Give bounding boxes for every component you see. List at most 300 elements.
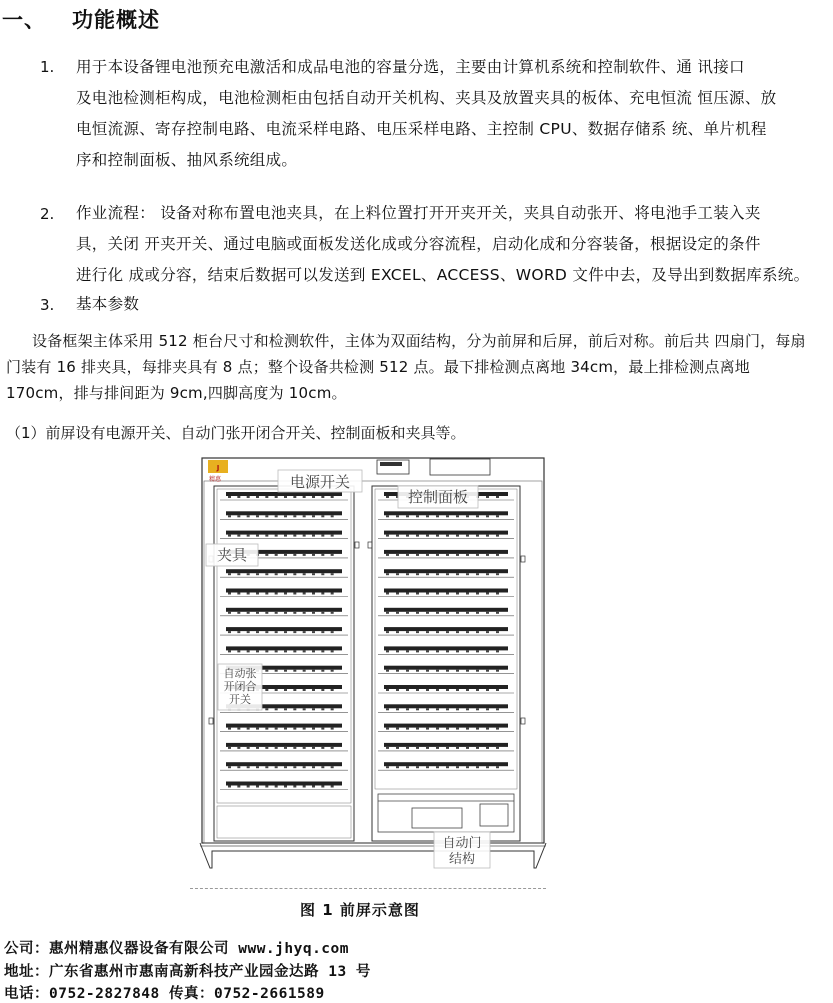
fixture-clip [247,573,250,575]
item-1-line: 及电池检测柜构成，电池检测柜由包括自动开关机构、夹具及放置夹具的板体、充电恒流 恒压源、放 [76,89,777,107]
fixture-clip [284,535,287,537]
item-number: 3. [40,296,55,314]
callout-auto-switch-label: 开闭合 [223,680,257,693]
fixture-clip [284,515,287,517]
fixture-clip [426,766,429,768]
fixture-clip [293,593,296,595]
fixture-clip [406,650,409,652]
callout-auto-switch-label: 自动张 [223,667,257,680]
fixture-clip [312,747,315,749]
fixture-clip [396,631,399,633]
fixture-clip [406,728,409,730]
fixture-clip [284,650,287,652]
fixture-clip [466,689,469,691]
callout-auto-switch [218,664,262,710]
fixture-clip [476,535,479,537]
callout-control-panel-label: 控制面板 [407,488,469,506]
fixture-clip [331,573,334,575]
section-heading [2,4,160,34]
fixture-clip [275,728,278,730]
fixture-clip [256,631,259,633]
footer-address: 地址：广东省惠州市惠南高新科技产业园金达路 13 号 [4,964,371,980]
logo-mark: J [216,464,220,472]
item-2-line: 具，关闭 开夹开关、通过电脑或面板发送化成或分容流程，启动化成和分容装备，根据设定的条件 [76,235,761,253]
front-screen-note: （1）前屏设有电源开关、自动门张开闭合开关、控制面板和夹具等。 [6,424,466,442]
fixture-clip [275,612,278,614]
fixture-clip [486,708,489,710]
fixture-clip [247,786,250,788]
fixture-clip [312,766,315,768]
fixture-clip [275,631,278,633]
footer-company: 公司：惠州精惠仪器设备有限公司 www.jhyq.com [4,941,349,957]
fixture-clip [275,786,278,788]
callout-auto-switch-label: 开关 [229,693,251,706]
fixture-clip [284,573,287,575]
fixture-clip [496,573,499,575]
fixture-clip [303,689,306,691]
fixture-clip [386,631,389,633]
callout-fixture [206,544,258,566]
fixture-clip [303,631,306,633]
fixture-clip [476,670,479,672]
fixture-clip [331,631,334,633]
fixture-clip [486,496,489,498]
fixture-clip [331,515,334,517]
fixture-clip [275,496,278,498]
fixture-clip [312,631,315,633]
fixture-clip [293,786,296,788]
fixture-clip [303,535,306,537]
fixture-clip [321,612,324,614]
fixture-row [226,743,342,747]
fixture-clip [265,670,268,672]
fixture-clip [446,766,449,768]
fixture-clip [331,747,334,749]
fixture-clip [312,728,315,730]
fixture-clip [396,650,399,652]
fixture-clip [265,573,268,575]
fixture-clip [496,496,499,498]
fixture-clip [396,670,399,672]
fixture-clip [396,515,399,517]
fixture-clip [426,689,429,691]
fixture-clip [312,535,315,537]
fixture-clip [446,670,449,672]
fixture-row [384,743,508,747]
fixture-clip [466,593,469,595]
fixture-clip [247,766,250,768]
fixture-clip [321,515,324,517]
fixture-row [384,511,508,515]
fixture-clip [386,650,389,652]
fixture-clip [476,708,479,710]
fixture-clip [275,593,278,595]
fixture-clip [331,786,334,788]
fixture-clip [396,573,399,575]
fixture-clip [247,612,250,614]
fixture-clip [303,670,306,672]
fixture-clip [416,708,419,710]
item-1-text [76,52,826,176]
fixture-clip [284,766,287,768]
fixture-clip [312,689,315,691]
fixture-clip [396,612,399,614]
fixture-clip [426,535,429,537]
fixture-clip [284,612,287,614]
fixture-clip [247,631,250,633]
fixture-clip [237,515,240,517]
fixture-clip [228,515,231,517]
fixture-clip [456,708,459,710]
fixture-clip [265,535,268,537]
fixture-clip [406,631,409,633]
fixture-clip [466,747,469,749]
fixture-clip [496,766,499,768]
section-title: 功能概述 [72,8,160,32]
fixture-row [226,608,342,612]
fixture-clip [331,612,334,614]
fixture-clip [237,786,240,788]
fixture-clip [406,535,409,537]
fixture-clip [247,650,250,652]
fixture-clip [265,650,268,652]
fixture-clip [293,689,296,691]
fixture-clip [416,728,419,730]
fixture-clip [275,573,278,575]
fixture-clip [486,728,489,730]
fixture-clip [406,670,409,672]
fixture-clip [486,554,489,556]
fixture-clip [256,728,259,730]
fixture-clip [275,670,278,672]
fixture-clip [446,515,449,517]
fixture-clip [321,786,324,788]
fixture-clip [303,650,306,652]
fixture-clip [293,747,296,749]
fixture-row [384,569,508,573]
fixture-clip [303,612,306,614]
fixture-clip [386,554,389,556]
fixture-clip [426,593,429,595]
fixture-row [384,704,508,708]
fixture-clip [386,766,389,768]
fixture-clip [321,689,324,691]
cabinet-drawing [190,456,556,888]
fixture-clip [321,554,324,556]
fixture-clip [293,670,296,672]
fixture-clip [456,515,459,517]
fixture-clip [275,650,278,652]
fixture-clip [446,535,449,537]
fixture-clip [436,689,439,691]
fixture-clip [265,612,268,614]
fixture-clip [284,786,287,788]
item-2-line: 作业流程： 设备对称布置电池夹具，在上料位置打开开夹开关，夹具自动张开、将电池手工装入夹 [76,204,761,222]
fixture-clip [416,766,419,768]
fixture-clip [476,650,479,652]
callout-auto-door [434,832,490,868]
fixture-clip [476,593,479,595]
fixture-clip [331,766,334,768]
fixture-clip [476,573,479,575]
fixture-clip [293,728,296,730]
fixture-clip [436,612,439,614]
fixture-clip [265,631,268,633]
fixture-clip [436,747,439,749]
fixture-clip [406,593,409,595]
fixture-clip [476,612,479,614]
fixture-clip [456,612,459,614]
logo-text: 精惠 [209,476,222,483]
fixture-clip [496,515,499,517]
fixture-clip [466,612,469,614]
fixture-row [226,492,342,496]
fixture-clip [293,650,296,652]
fixture-row [384,608,508,612]
fixture-clip [265,515,268,517]
fixture-clip [426,573,429,575]
fixture-row [384,762,508,766]
fixture-clip [416,535,419,537]
fixture-clip [406,766,409,768]
fixture-clip [426,670,429,672]
fixture-clip [312,554,315,556]
fixture-clip [416,593,419,595]
fixture-clip [256,786,259,788]
fixture-clip [247,593,250,595]
fixture-clip [406,515,409,517]
fixture-clip [275,515,278,517]
item-1-line: 序和控制面板、抽风系统组成。 [76,151,298,169]
fixture-clip [416,747,419,749]
fixture-clip [237,766,240,768]
fixture-clip [265,728,268,730]
fixture-clip [486,631,489,633]
item-1-line: 用于本设备锂电池预充电激活和成品电池的容量分选，主要由计算机系统和控制软件、通 讯接口 [76,58,745,76]
fixture-clip [237,496,240,498]
fixture-clip [496,612,499,614]
fixture-clip [426,747,429,749]
callout-auto-door-label: 自动门 [442,836,482,851]
fixture-clip [436,573,439,575]
fixture-clip [312,650,315,652]
fixture-clip [331,689,334,691]
fixture-row [226,589,342,593]
fixture-clip [396,689,399,691]
fixture-clip [303,554,306,556]
fixture-clip [247,496,250,498]
fixture-clip [466,631,469,633]
fixture-clip [416,650,419,652]
front-screen-figure [190,456,556,888]
fixture-clip [293,515,296,517]
fixture-clip [265,786,268,788]
fixture-clip [416,554,419,556]
fixture-clip [228,573,231,575]
fixture-clip [284,496,287,498]
fixture-clip [396,554,399,556]
fixture-clip [386,535,389,537]
fixture-clip [436,515,439,517]
fixture-clip [321,766,324,768]
fixture-clip [386,670,389,672]
fixture-clip [275,708,278,710]
fixture-clip [275,766,278,768]
fixture-row [226,646,342,650]
fixture-clip [446,708,449,710]
fixture-clip [228,593,231,595]
fixture-clip [303,786,306,788]
fixture-row [384,666,508,670]
fixture-row [384,589,508,593]
fixture-clip [496,535,499,537]
fixture-clip [265,747,268,749]
fixture-clip [265,708,268,710]
callout-control-panel [398,486,478,508]
fixture-clip [331,708,334,710]
fixture-clip [321,573,324,575]
fixture-clip [456,728,459,730]
fixture-clip [496,650,499,652]
fixture-row [226,724,342,728]
fixture-clip [331,728,334,730]
fixture-clip [476,515,479,517]
fixture-clip [312,708,315,710]
fixture-clip [386,747,389,749]
fixture-clip [265,496,268,498]
fixture-clip [456,670,459,672]
fixture-clip [275,747,278,749]
fixture-clip [228,728,231,730]
fixture-clip [321,593,324,595]
fixture-clip [476,728,479,730]
fixture-clip [416,689,419,691]
fixture-clip [256,515,259,517]
fixture-clip [312,670,315,672]
fixture-clip [284,747,287,749]
fixture-clip [284,554,287,556]
fixture-clip [466,766,469,768]
fixture-row [226,762,342,766]
fixture-clip [256,650,259,652]
fixture-clip [265,689,268,691]
fixture-clip [321,747,324,749]
fixture-clip [256,593,259,595]
fixture-clip [228,650,231,652]
fixture-clip [456,554,459,556]
fixture-clip [456,631,459,633]
fixture-clip [456,766,459,768]
fixture-clip [486,689,489,691]
fixture-clip [228,786,231,788]
fixture-clip [496,670,499,672]
fixture-clip [486,650,489,652]
fixture-clip [426,554,429,556]
fixture-clip [321,670,324,672]
fixture-row [384,531,508,535]
fixture-clip [293,554,296,556]
fixture-clip [293,708,296,710]
fixture-clip [228,631,231,633]
item-1-line: 电恒流源、寄存控制电路、电流采样电路、电压采样电路、主控制 CPU、数据存储系 统、单片机程 [76,120,767,138]
fixture-clip [456,689,459,691]
fixture-clip [456,573,459,575]
fixture-clip [386,515,389,517]
fixture-clip [446,689,449,691]
fixture-clip [228,496,231,498]
fixture-clip [466,535,469,537]
fixture-clip [312,612,315,614]
fixture-clip [436,535,439,537]
fixture-clip [496,593,499,595]
fixture-clip [237,631,240,633]
fixture-clip [446,650,449,652]
fixture-clip [256,766,259,768]
fixture-clip [426,708,429,710]
fixture-clip [331,650,334,652]
fixture-clip [284,631,287,633]
figure-caption: 图 1 前屏示意图 [300,901,420,919]
fixture-row [226,569,342,573]
fixture-clip [265,766,268,768]
fixture-clip [446,631,449,633]
fixture-clip [284,708,287,710]
fixture-clip [486,670,489,672]
fixture-clip [406,747,409,749]
fixture-clip [446,593,449,595]
fixture-clip [303,766,306,768]
fixture-clip [303,708,306,710]
callout-power-switch [278,470,362,492]
fixture-clip [456,747,459,749]
fixture-clip [496,708,499,710]
fixture-row [226,511,342,515]
fixture-clip [496,554,499,556]
fixture-clip [446,612,449,614]
cabinet-legs [200,843,546,868]
fixture-clip [486,573,489,575]
fixture-row [384,685,508,689]
item-3-text [76,289,139,320]
item-number: 1. [40,58,55,76]
fixture-clip [284,728,287,730]
fixture-clip [247,515,250,517]
fixture-row [384,550,508,554]
fixture-clip [406,573,409,575]
fixture-clip [303,728,306,730]
fixture-clip [496,631,499,633]
fixture-clip [466,728,469,730]
fixture-clip [486,515,489,517]
fixture-clip [303,573,306,575]
fixture-clip [321,631,324,633]
fixture-clip [303,496,306,498]
params-paragraph: 设备框架主体采用 512 柜台尺寸和检测软件，主体为双面结构，分为前屏和后屏，前后对称。前后共 四扇门，每扇门装有 16 排夹具，每排夹具有 8 点；整个设备共检测 512 点。最下排检测点离地 34cm，最上排检测点离地 170cm，排与排间距为 9cm,四脚高度为 10cm。 [6,332,806,402]
fixture-clip [406,689,409,691]
fixture-clip [466,573,469,575]
fixture-row [226,782,342,786]
fixture-clip [406,612,409,614]
fixture-clip [237,535,240,537]
fixture-clip [426,650,429,652]
fixture-clip [247,747,250,749]
fixture-clip [228,612,231,614]
fixture-clip [496,747,499,749]
fixture-clip [386,689,389,691]
fixture-clip [256,496,259,498]
fixture-clip [256,535,259,537]
section-number: 一、 [2,8,46,32]
